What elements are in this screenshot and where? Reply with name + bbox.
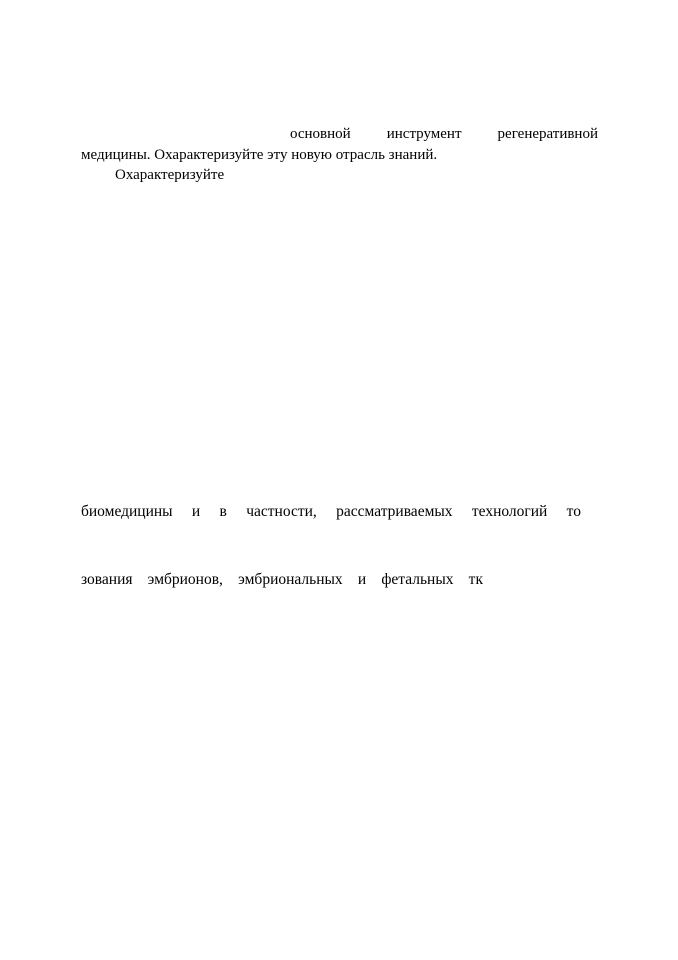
text-line: Охарактеризуйте xyxy=(115,167,225,183)
text-line: зования эмбрионов, эмбриональных и фетальных тк xyxy=(81,571,483,588)
text-line: биомедицины и в частности, рассматриваемых технологий то xyxy=(81,503,581,520)
text-line: медицины. Охарактеризуйте эту новую отрасль знаний. xyxy=(81,147,438,163)
text-line: основной инструмент регенеративной xyxy=(290,126,598,142)
